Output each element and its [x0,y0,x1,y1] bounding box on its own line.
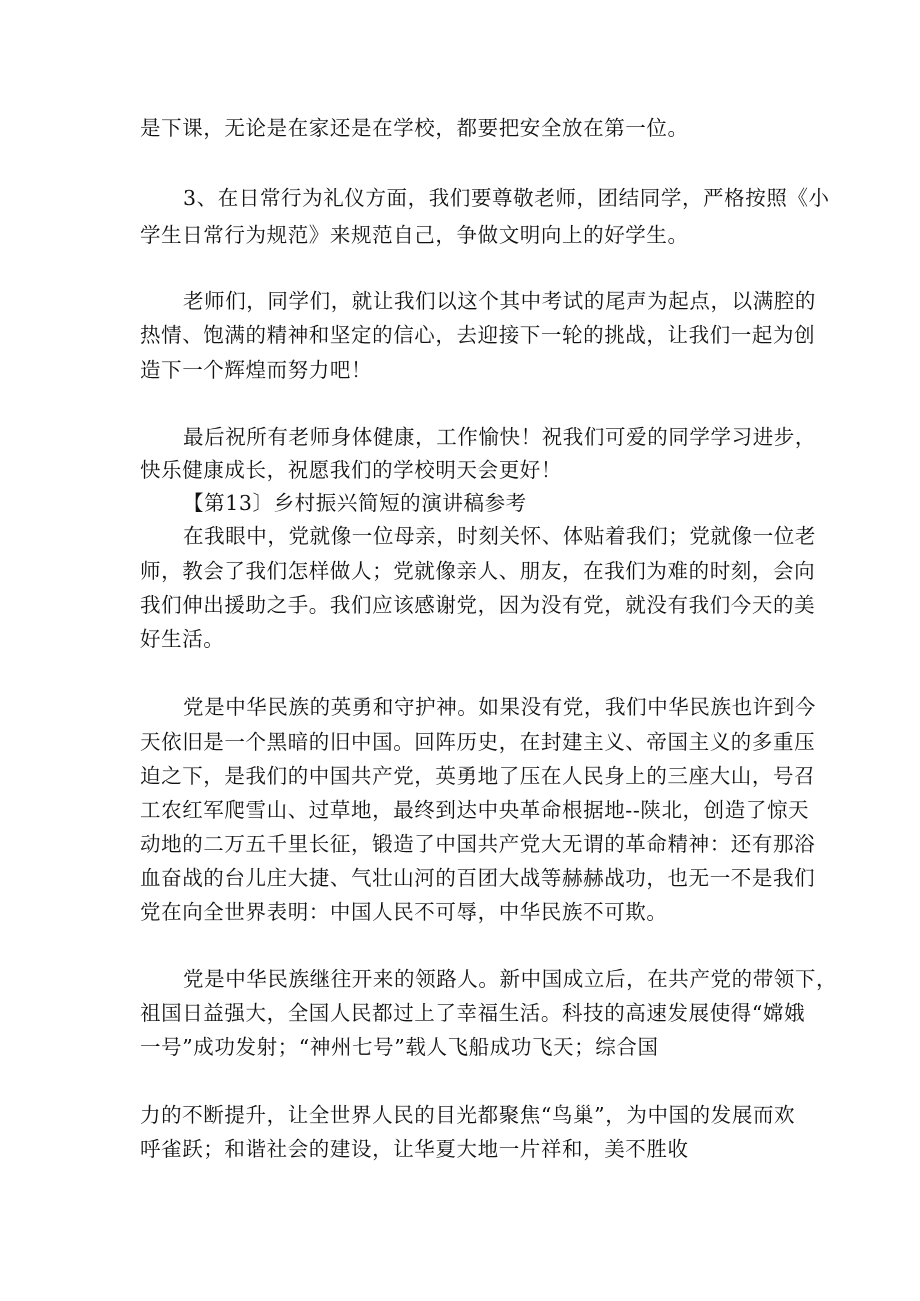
text-line: 最后祝所有老师身体健康，工作愉快！祝我们可爱的同学学习进步， [183,425,816,449]
text-line: 热情、饱满的精神和坚定的信心，去迎接下一轮的挑战，让我们一起为创 [140,323,816,347]
text-line: 党在向全世界表明：中国人民不可辱，中华民族不可欺。 [140,900,668,924]
text-line: 工农红军爬雪山、过草地，最终到达中央革命根据地--陕北，创造了惊天 [140,798,810,822]
text-line: 老师们，同学们，就让我们以这个其中考试的尾声为起点，以满腔的 [183,289,816,313]
text-line: 我们伸出援助之手。我们应该感谢党，因为没有党，就没有我们今天的美 [140,593,816,617]
text-line: 血奋战的台儿庄大捷、气壮山河的百团大战等赫赫战功，也无一不是我们 [140,866,816,890]
text-line: 党是中华民族的英勇和守护神。如果没有党，我们中华民族也许到今 [183,695,816,719]
text-line: 3、在日常行为礼仪方面，我们要尊敬老师，团结同学，严格按照《小 [183,186,830,210]
text-line: 力的不断提升，让全世界人民的目光都聚焦“鸟巢”，为中国的发展而欢 [140,1103,796,1127]
section-heading: 【第13〕乡村振兴简短的演讲稿参考 [183,491,527,515]
text-line: 党是中华民族继往开来的领路人。新中国成立后，在共产党的带领下， [183,967,838,991]
text-line: 在我眼中，党就像一位母亲，时刻关怀、体贴着我们；党就像一位老 [183,524,816,548]
text-line: 快乐健康成长，祝愿我们的学校明天会更好！ [140,458,562,482]
text-line: 动地的二万五千里长征，锻造了中国共产党大无谓的革命精神：还有那浴 [140,832,816,856]
text-line: 学生日常行为规范》来规范自己，争做文明向上的好学生。 [140,223,689,247]
text-line: 一号”成功发射；“神州七号”载人飞船成功飞天；综合国 [140,1035,659,1059]
text-line: 是下课，无论是在家还是在学校，都要把安全放在第一位。 [140,116,689,140]
text-line: 师，教会了我们怎样做人；党就像亲人、朋友，在我们为难的时刻，会向 [140,559,816,583]
text-line: 呼雀跃；和谐社会的建设，让华夏大地一片祥和，美不胜收 [140,1137,689,1161]
text-line: 造下一个辉煌而努力吧！ [140,358,373,382]
text-line: 好生活。 [140,627,225,651]
text-line: 祖国日益强大，全国人民都过上了幸福生活。科技的高速发展使得“嫦娥 [140,1001,806,1025]
text-line: 天依旧是一个黑暗的旧中国。回阵历史，在封建主义、帝国主义的多重压 [140,730,816,754]
text-line: 迫之下，是我们的中国共产党，英勇地了压在人民身上的三座大山，号召 [140,764,816,788]
